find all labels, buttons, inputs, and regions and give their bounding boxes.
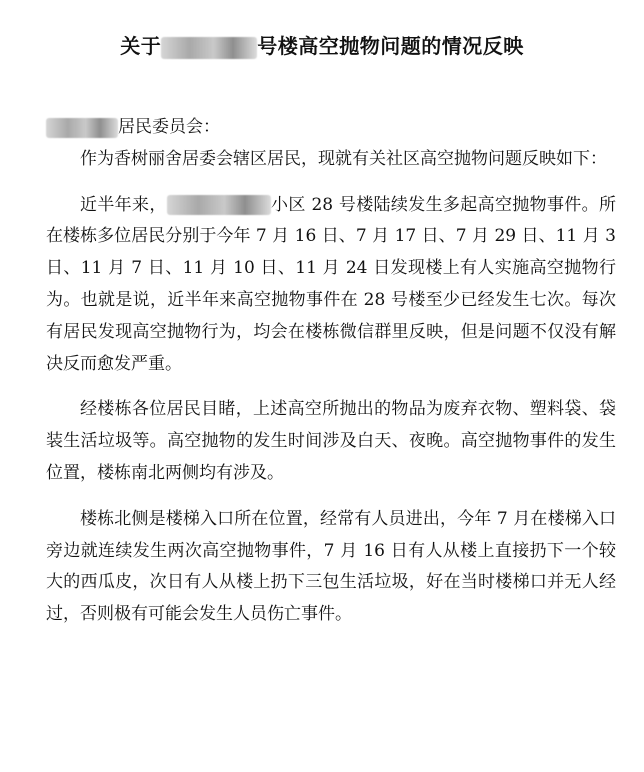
title-suffix: 号楼高空抛物问题的情况反映 bbox=[257, 34, 524, 58]
paragraph-incidents bbox=[46, 190, 616, 381]
salutation-suffix: 居民委员会： bbox=[118, 117, 220, 137]
redacted-community-name bbox=[167, 195, 271, 215]
paragraph-north-side: 楼栋北侧是楼梯入口所在位置，经常有人员进出，今年 7 月在楼梯入口旁边就连续发生两次高空抛物事件，7 月 16 日有人从楼上直接扔下一个较大的西瓜皮，次日有人从楼上扔下三包生活垃圾，好在当时楼梯口并无人经过，否则极有可能会发生人员伤亡事件。 bbox=[46, 508, 616, 625]
redacted-building-name bbox=[161, 37, 257, 59]
paragraph-items: 经楼栋各位居民目睹，上述高空所抛出的物品为废弃衣物、塑料袋、袋装生活垃圾等。高空抛物的发生时间涉及白天、夜晚。高空抛物事件的发生位置，楼栋南北两侧均有涉及。 bbox=[46, 399, 616, 483]
document-title bbox=[0, 30, 644, 62]
salutation bbox=[46, 112, 616, 144]
paragraph-intro: 作为香树丽舍居委会辖区居民，现就有关社区高空抛物问题反映如下： bbox=[80, 148, 607, 169]
title-prefix: 关于 bbox=[120, 34, 162, 58]
paragraph-incidents-start: 近半年来， bbox=[80, 194, 167, 215]
paragraph-gap bbox=[46, 490, 616, 504]
paragraph-incidents-rest: 小区 28 号楼陆续发生多起高空抛物事件。所在楼栋多位居民分别于今年 7 月 16 日、7 月 17 日、7 月 29 日、11 月 3 日、11 月 7 日、11 月 10 日、11 月 24 日发现楼上有人实施高空抛物行为。也就是说，近半年来高空抛物事件在 28 号楼至少已经发生七次。每次有居民发现高空抛物行为，均会在楼栋微信群里反映，但是问题不仅没有解决反而愈发严重。 bbox=[46, 194, 616, 374]
document-body bbox=[46, 112, 616, 631]
paragraph-gap bbox=[46, 176, 616, 190]
redacted-committee-name bbox=[46, 118, 118, 138]
paragraph-gap bbox=[46, 380, 616, 394]
